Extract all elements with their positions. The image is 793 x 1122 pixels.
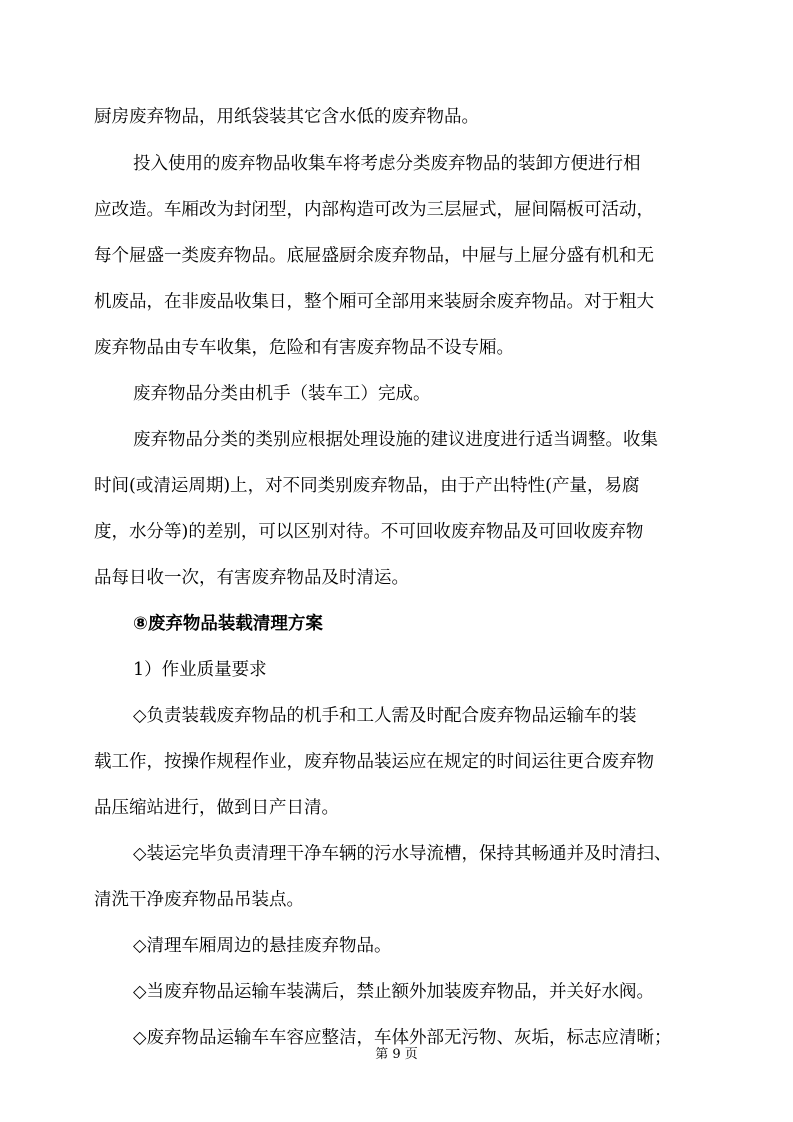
text-line: 投入使用的废弃物品收集车将考虑分类废弃物品的装卸方便进行相 (133, 154, 641, 174)
text-line: 品压缩站进行，做到日产日清。 (94, 798, 339, 818)
text-line: 机废品，在非废品收集日，整个厢可全部用来装厨余废弃物品。对于粗大 (94, 292, 654, 312)
text-line: 废弃物品分类的类别应根据处理设施的建议进度进行适当调整。收集 (133, 430, 658, 450)
text-line: 时间(或清运周期)上，对不同类别废弃物品，由于产出特性(产量，易腐 (94, 476, 640, 496)
text-line: ◇装运完毕负责清理干净车辆的污水导流槽，保持其畅通并及时清扫、 (133, 844, 672, 864)
text-line: ◇清理车厢周边的悬挂废弃物品。 (133, 936, 392, 956)
subsection-title: 1）作业质量要求 (133, 660, 267, 680)
text-line: 废弃物品由专车收集，危险和有害废弃物品不设专厢。 (94, 338, 514, 358)
text-line: ◇当废弃物品运输车装满后，禁止额外加装废弃物品，并关好水阀。 (133, 982, 654, 1002)
text-line: 厨房废弃物品，用纸袋装其它含水低的废弃物品。 (94, 107, 479, 127)
text-line: ◇废弃物品运输车车容应整洁，车体外部无污物、灰垢，标志应清晰； (133, 1028, 672, 1048)
section-heading: ⑧废弃物品装载清理方案 (133, 614, 323, 634)
text-line: 废弃物品分类由机手（装车工）完成。 (133, 384, 431, 404)
text-line: 载工作，按操作规程作业，废弃物品装运应在规定的时间运往更合废弃物 (94, 752, 654, 772)
text-line: ◇负责装载废弃物品的机手和工人需及时配合废弃物品运输车的装 (133, 706, 637, 726)
text-line: 清洗干净废弃物品吊装点。 (94, 890, 304, 910)
text-line: 每个屉盛一类废弃物品。底屉盛厨余废弃物品，中屉与上屉分盛有机和无 (94, 246, 654, 266)
page-number: 第 9 页 (375, 1047, 418, 1062)
text-line: 度，水分等)的差别，可以区别对待。不可回收废弃物品及可回收废弃物 (94, 522, 644, 542)
text-line: 品每日收一次，有害废弃物品及时清运。 (94, 568, 409, 588)
text-line: 应改造。车厢改为封闭型，内部构造可改为三层屉式，屉间隔板可活动， (94, 200, 654, 220)
